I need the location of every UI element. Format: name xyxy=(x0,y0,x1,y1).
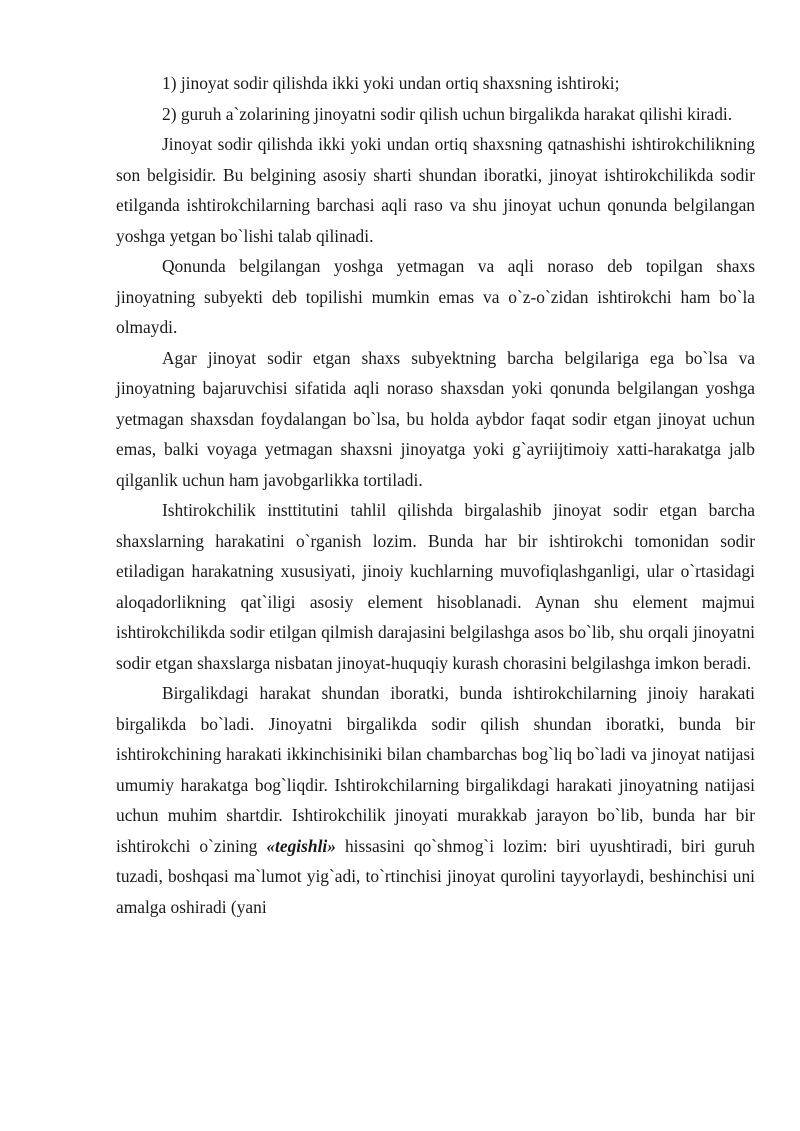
paragraph-joint-action-before: Birgalikdagi harakat shundan iboratki, bunda ishtirokchilarning jinoiy harakati birgalikda bo`ladi. Jinoyatni birgalikda sodir qilish shundan iboratki, bunda bir ishtirokchining harakati ikkinchisiniki bilan chambarchas bog`liq bo`ladi va jinoyat natijasi umumiy harakatga bog`liqdir. Ishtirokchilarning birgalikdagi harakati jinoyatning natijasi uchun muhim shartdir. Ishtirokchilik jinoyati murakkab jarayon bo`lib, bunda har bir ishtirokchi o`zining xyxy=(116,683,755,856)
body-text xyxy=(116,68,755,922)
paragraph-list-item-1: 1) jinoyat sodir qilishda ikki yoki undan ortiq shaxsning ishtiroki; xyxy=(162,73,620,93)
paragraph-joint-action-after: hissasini qo`shmog`i lozim: biri uyushtiradi, biri guruh tuzadi, boshqasi ma`lumot yig`adi, to`rtinchisi jinoyat qurolini tayyorlaydi, beshinchisi uni amalga oshiradi (yani xyxy=(116,835,755,917)
emphasis-tegishli: «tegishli» xyxy=(266,835,336,856)
paragraph-joint-action xyxy=(116,678,755,922)
paragraph-participants-count: Jinoyat sodir qilishda ikki yoki undan ortiq shaxsning qatnashishi ishtirokchilikning son belgisidir. Bu belgining asosiy sharti shundan iboratki, jinoyat ishtirokchilikda sodir etilganda ishtirokchilarning barchasi aqli raso va shu jinoyat uchun qonunda belgilangan yoshga yetgan bo`lishi talab qilinadi. xyxy=(116,134,755,246)
paragraph-liability: Agar jinoyat sodir etgan shaxs subyektning barcha belgilariga ega bo`lsa va jinoyatning bajaruvchisi sifatida aqli noraso shaxsdan yoki qonunda belgilangan yoshga yetmagan shaxsdan foydalangan bo`lsa, bu holda aybdor faqat sodir etgan jinoyat uchun emas, balki voyaga yetmagan shaxsni jinoyatga yoki g`ayriijtimoiy xatti-harakatga jalb qilganlik uchun ham javobgarlikka tortiladi. xyxy=(116,347,755,490)
paragraph-institute-analysis: Ishtirokchilik insttitutini tahlil qilishda birgalashib jinoyat sodir etgan barcha shaxslarning harakatini o`rganish lozim. Bunda har bir ishtirokchi tomonidan sodir etiladigan harakatning xususiyati, jinoiy kuchlarning muvofiqlashganligi, ular o`rtasidagi aloqadorlikning qat`iligi asosiy element hisoblanadi. Aynan shu element majmui ishtirokchilikda sodir etilgan qilmish darajasini belgilashga asos bo`lib, shu orqali jinoyatni sodir etgan shaxslarga nisbatan jinoyat-huquqiy kurash chorasini belgilashga imkon beradi. xyxy=(116,500,755,673)
paragraph-list-item-2: 2) guruh a`zolarining jinoyatni sodir qilish uchun birgalikda harakat qilishi kiradi. xyxy=(162,103,733,124)
paragraph-age-requirement: Qonunda belgilangan yoshga yetmagan va aqli noraso deb topilgan shaxs jinoyatning subyekti deb topilishi mumkin emas va o`z-o`zidan ishtirokchi ham bo`la olmaydi. xyxy=(116,256,755,337)
